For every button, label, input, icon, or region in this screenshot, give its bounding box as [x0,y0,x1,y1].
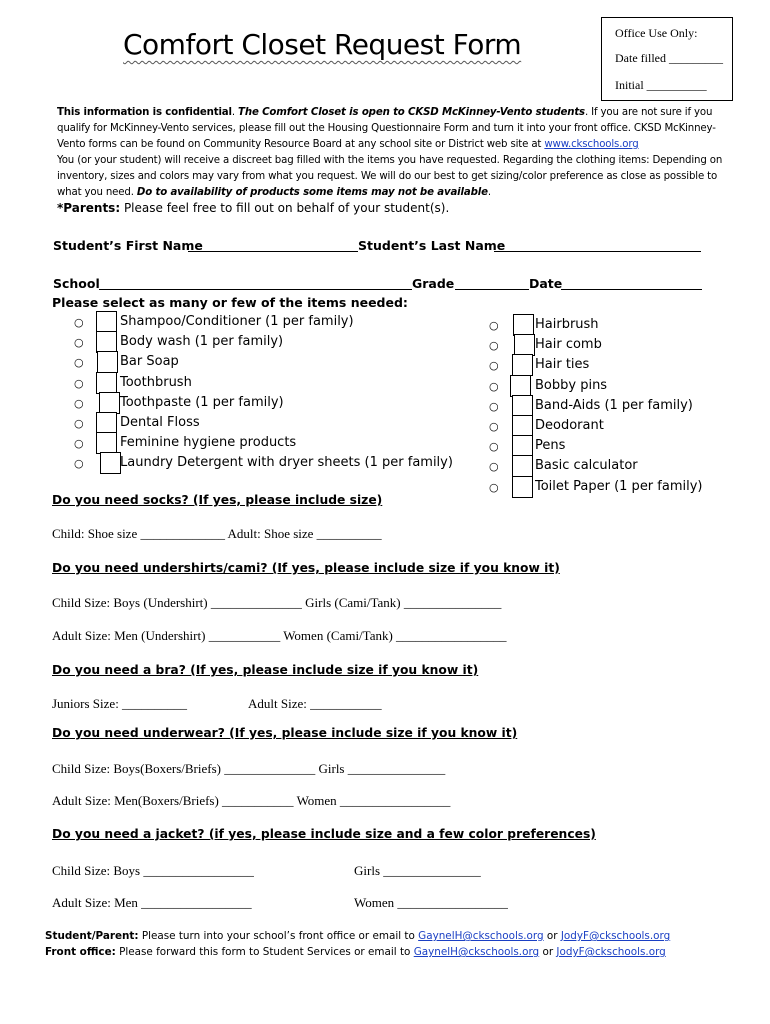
intro-end: . [487,187,491,198]
item-checkbox[interactable] [512,354,533,376]
item-label: Body wash (1 per family) [120,334,284,350]
office-use-box [601,17,733,101]
initial-field: Initial __________ [615,78,707,92]
email-jody-link[interactable]: JodyF@ckschools.org [560,930,671,942]
office-use-heading: Office Use Only: [615,26,698,40]
bra-juniors-line[interactable]: Juniors Size: __________ [52,696,188,711]
intro-sep: . [231,107,239,118]
item-checkbox[interactable] [513,314,534,336]
confidential-notice: This information is confidential [57,107,232,118]
last-name-input[interactable] [494,239,701,252]
item-bullet: ○ [74,376,84,390]
item-bullet: ○ [489,359,499,373]
item-label: Hairbrush [535,317,599,332]
intro-text-1: . If you are not sure if you qualify for McKinney-Vento services, please fill out the Housing Questionnaire Form and turn it into your front office. CKSD McKinney-Vento forms can be found on Community Resource Board at any school site or District web site at [57,107,716,150]
item-bullet: ○ [489,480,499,494]
footer-student-parent [45,930,670,942]
jacket-question: Do you need a jacket? (if yes, please include size and a few color preferences) [52,827,596,841]
item-label: Toothbrush [120,374,192,390]
item-checkbox[interactable] [512,415,533,437]
email-gaynel-link-2[interactable]: GaynelH@ckschools.org [413,946,540,958]
items-heading: Please select as many or few of the items needed: [52,295,408,310]
item-bullet: ○ [489,440,499,454]
underwear-question: Do you need underwear? (If yes, please include size if you know it) [52,726,518,740]
intro-text-2: You (or your student) will receive a discreet bag filled with the items you have requested. Regarding the clothing items: Depending on inventory, sizes and colors may vary from what you request. We will do our best to get sizing/color preference as close as possible to what you need. [57,155,723,198]
parents-text: Please feel free to fill out on behalf of your student(s). [120,201,450,215]
socks-question: Do you need socks? (If yes, please include size) [52,493,383,507]
item-bullet: ○ [489,339,499,353]
student-parent-label: Student/Parent: [45,930,139,942]
item-bullet: ○ [489,420,499,433]
school-input[interactable] [99,277,412,290]
item-label: Bobby pins [535,377,608,393]
item-checkbox[interactable] [97,351,118,373]
or-text: or [543,930,561,942]
item-label: Deodorant [535,418,604,433]
item-label: Hair comb [535,337,602,353]
last-name-label: Student’s Last Name [358,238,506,253]
first-name-input[interactable] [188,239,358,252]
item-bullet: ○ [489,460,499,474]
item-label: Basic calculator [535,458,638,474]
item-bullet: ○ [74,437,84,451]
intro-paragraph [57,105,737,201]
item-label: Band-Aids (1 per family) [535,397,693,413]
student-parent-text: Please turn into your school’s front office or email to [138,930,419,942]
item-label: Toilet Paper (1 per family) [535,478,703,494]
front-office-label: Front office: [45,946,116,958]
item-label: Laundry Detergent with dryer sheets (1 per family) [120,455,453,471]
bra-question: Do you need a bra? (If yes, please include size if you know it) [52,663,479,677]
date-filled-field: Date filled _________ [615,51,723,65]
parents-note [57,201,449,215]
bra-adult-line[interactable]: Adult Size: ___________ [248,696,382,711]
item-checkbox[interactable] [512,455,533,477]
underwear-child-line[interactable]: Child Size: Boys(Boxers/Briefs) ______________ Girls _______________ [52,761,446,776]
item-checkbox[interactable] [100,452,121,474]
item-bullet: ○ [74,417,84,430]
item-checkbox[interactable] [96,311,117,333]
item-checkbox[interactable] [96,331,117,353]
undershirt-adult-line[interactable]: Adult Size: Men (Undershirt) ___________ Women (Cami/Tank) _________________ [52,628,507,643]
item-checkbox[interactable] [512,435,533,457]
item-checkbox[interactable] [514,334,535,356]
jacket-child-girls-line[interactable]: Girls _______________ [354,863,481,878]
item-bullet: ○ [74,356,84,370]
item-label: Feminine hygiene products [120,435,297,451]
email-gaynel-link[interactable]: GaynelH@ckschools.org [418,930,544,942]
item-bullet: ○ [74,336,84,350]
undershirt-question: Do you need undershirts/cami? (If yes, please include size if you know it) [52,561,560,575]
item-checkbox[interactable] [96,432,117,454]
school-label: School [53,276,100,291]
undershirt-child-line[interactable]: Child Size: Boys (Undershirt) ______________ Girls (Cami/Tank) _______________ [52,595,502,610]
availability-notice: Do to availability of products some items may not be available [136,187,488,198]
parents-label: *Parents: [57,201,121,215]
item-checkbox[interactable] [96,412,117,434]
item-label: Bar Soap [120,354,179,370]
item-bullet: ○ [74,316,84,329]
item-checkbox[interactable] [512,476,533,498]
item-bullet: ○ [74,457,84,471]
grade-label: Grade [412,276,455,291]
item-bullet: ○ [74,396,84,410]
or-text-2: or [539,946,557,958]
item-label: Hair ties [535,357,590,373]
form-title: Comfort Closet Request Form [123,28,522,61]
item-bullet: ○ [489,379,499,393]
email-jody-link-2[interactable]: JodyF@ckschools.org [556,946,666,958]
front-office-text: Please forward this form to Student Services or email to [115,946,414,958]
district-website-link[interactable]: www.ckschools.org [544,139,639,150]
item-checkbox[interactable] [510,375,531,397]
jacket-adult-men-line[interactable]: Adult Size: Men _________________ [52,895,252,910]
date-label: Date [529,276,563,291]
grade-input[interactable] [455,277,529,290]
item-bullet: ○ [489,399,499,413]
underwear-adult-line[interactable]: Adult Size: Men(Boxers/Briefs) ___________ Women _________________ [52,793,451,808]
jacket-adult-women-line[interactable]: Women _________________ [354,895,508,910]
first-name-label: Student’s First Name [53,238,203,253]
item-checkbox[interactable] [96,372,117,394]
item-label: Pens [535,438,566,454]
item-label: Dental Floss [120,415,200,430]
eligibility-notice: The Comfort Closet is open to CKSD McKinney-Vento students [238,107,585,118]
item-label: Toothpaste (1 per family) [120,394,284,410]
socks-size-line[interactable]: Child: Shoe size _____________ Adult: Shoe size __________ [52,526,382,541]
item-checkbox[interactable] [99,392,120,414]
footer-front-office [45,946,666,958]
item-label: Shampoo/Conditioner (1 per family) [120,314,354,329]
date-input[interactable] [561,277,702,290]
item-checkbox[interactable] [512,395,533,417]
item-bullet: ○ [489,319,499,332]
jacket-child-boys-line[interactable]: Child Size: Boys _________________ [52,863,254,878]
